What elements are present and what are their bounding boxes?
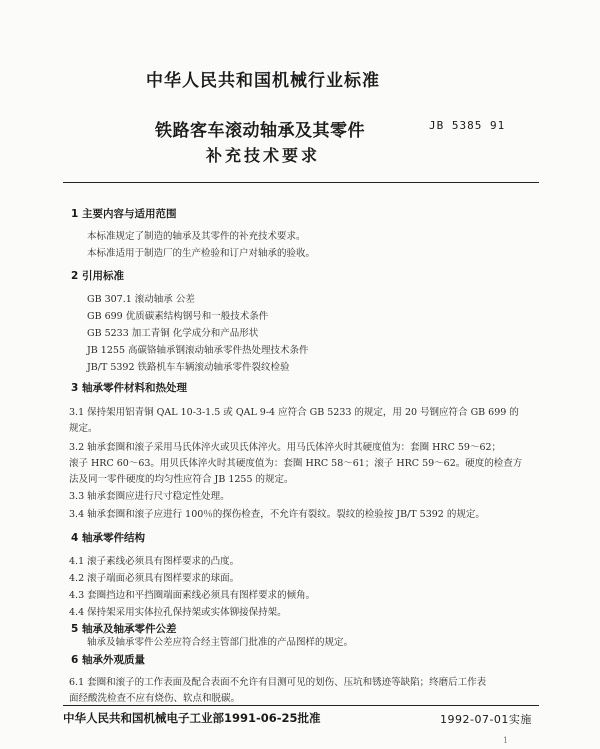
footer-rule <box>63 705 539 706</box>
section-2-heading: 2 引用标准 <box>71 270 124 282</box>
reference-item: GB 307.1 滚动轴承 公差 <box>87 294 195 305</box>
section-1-heading: 1 主要内容与适用范围 <box>71 208 177 220</box>
section-1-paragraph: 本标准规定了制造的轴承及其零件的补充技术要求。 <box>87 231 306 242</box>
clause-3-1: 3.1 保持架用铝青铜 QAL 10-3-1.5 或 QAL 9-4 应符合 GB 5233 的规定，用 20 号钢应符合 GB 699 的 <box>69 407 519 418</box>
reference-item: GB 5233 加工青铜 化学成分和产品形状 <box>87 328 259 339</box>
section-6-heading: 6 轴承外观质量 <box>71 654 145 666</box>
implementation-date: 1992-07-01实施 <box>440 713 532 726</box>
document-subtitle: 补充技术要求 <box>206 146 321 165</box>
issuing-organization: 中华人民共和国机械行业标准 <box>146 71 380 91</box>
approval-statement: 中华人民共和国机械电子工业部1991-06-25批准 <box>63 711 321 725</box>
clause-4-1: 4.1 滚子素线必须具有图样要求的凸度。 <box>69 556 240 567</box>
clause-3-3: 3.3 轴承套圈应进行尺寸稳定性处理。 <box>69 491 230 502</box>
clause-3-2: 滚子 HRC 60～63。用贝氏体淬火时其硬度值为：套圈 HRC 58～61；滚子 HRC 59～62。硬度的检查方 <box>69 458 523 469</box>
clause-4-3: 4.3 套圈挡边和平挡圈端面素线必须具有图样要求的倾角。 <box>69 590 316 601</box>
clause-6-1: 6.1 套圈和滚子的工作表面及配合表面不允许有目测可见的划伤、压坑和锈迹等缺陷；终磨后工作表 <box>69 677 487 688</box>
clause-3-1: 规定。 <box>69 423 98 434</box>
reference-item: JB 1255 高碳铬轴承钢滚动轴承零件热处理技术条件 <box>87 345 309 356</box>
clause-3-4: 3.4 轴承套圈和滚子应进行 100％的探伤检查，不允许有裂纹。裂纹的检验按 JB/T 5392 的规定。 <box>69 509 485 520</box>
reference-item: GB 699 优质碳素结构钢号和一般技术条件 <box>87 311 269 322</box>
clause-3-2: 法及同一零件硬度的均匀性应符合 JB 1255 的规定。 <box>69 474 294 485</box>
section-5-paragraph: 轴承及轴承零件公差应符合经主管部门批准的产品图样的规定。 <box>87 637 354 648</box>
standard-code: JB 5385 91 <box>429 119 506 132</box>
clause-4-2: 4.2 滚子端面必须具有图样要求的球面。 <box>69 573 240 584</box>
reference-item: JB/T 5392 铁路机车车辆滚动轴承零件裂纹检验 <box>87 362 290 373</box>
section-5-heading: 5 轴承及轴承零件公差 <box>71 623 177 635</box>
page-number: 1 <box>503 736 509 745</box>
document-title: 铁路客车滚动轴承及其零件 <box>155 121 365 141</box>
clause-4-4: 4.4 保持架采用实体拉孔保持架或实体铆接保持架。 <box>69 607 287 618</box>
header-rule <box>63 182 539 183</box>
section-1-paragraph: 本标准适用于制造厂的生产检验和订户对轴承的验收。 <box>87 248 316 259</box>
clause-6-1: 面经酸洗检查不应有烧伤、软点和脱碳。 <box>69 693 241 704</box>
clause-3-2: 3.2 轴承套圈和滚子采用马氏体淬火或贝氏体淬火。用马氏体淬火时其硬度值为：套圈 HRC 59～62； <box>69 442 502 453</box>
section-3-heading: 3 轴承零件材料和热处理 <box>71 382 187 394</box>
section-4-heading: 4 轴承零件结构 <box>71 532 145 544</box>
